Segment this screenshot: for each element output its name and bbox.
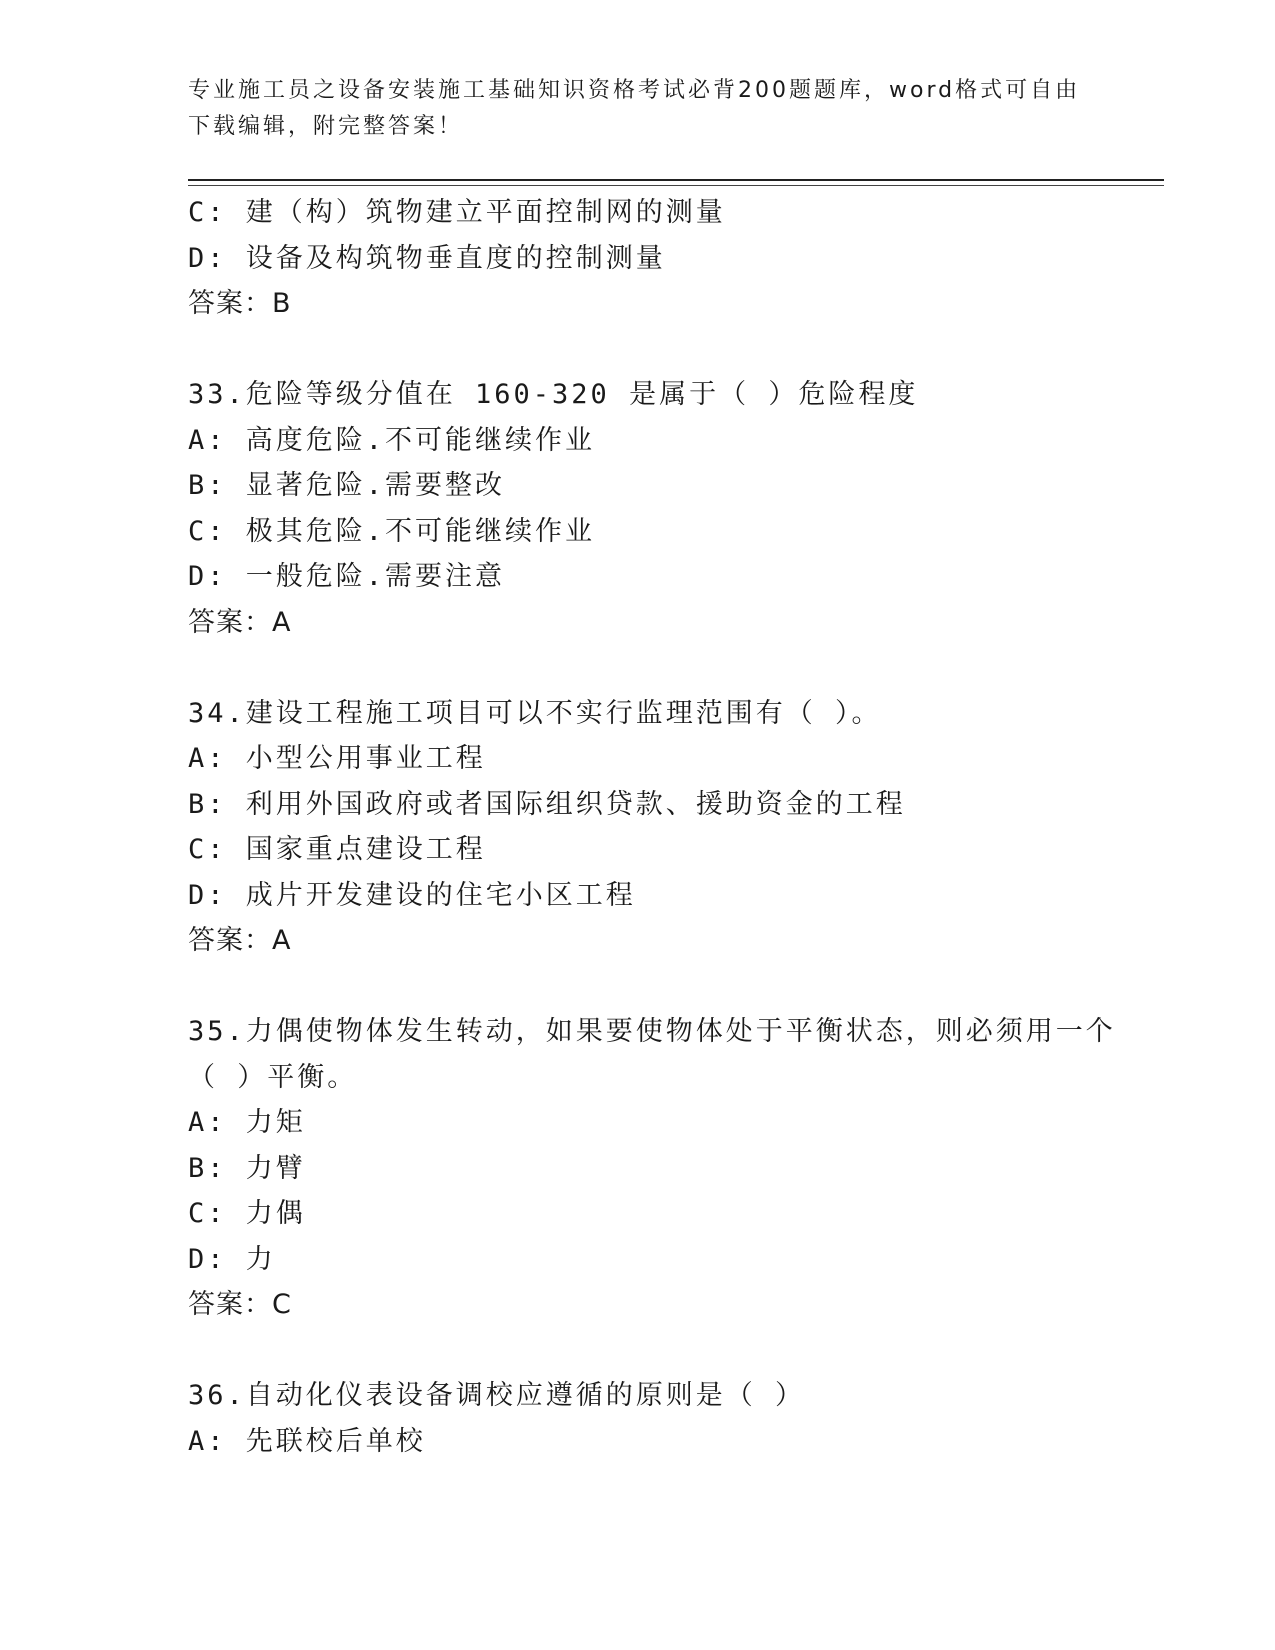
option-d: D: 设备及构筑物垂直度的控制测量 — [188, 242, 666, 274]
option-c: C: 极其危险.不可能继续作业 — [188, 515, 596, 547]
option-d: D: 一般危险.需要注意 — [188, 561, 506, 592]
question-stem: 35.力偶使物体发生转动，如果要使物体处于平衡状态，则必须用一个 — [188, 1016, 1116, 1047]
question-content — [188, 190, 1116, 1464]
option-a: A: 高度危险.不可能继续作业 — [188, 424, 596, 456]
spacer — [188, 327, 1088, 373]
option-c: C: 力偶 — [188, 1198, 306, 1229]
header-line-2: 下载编辑，附完整答案！ — [188, 114, 464, 139]
answer: 答案：B — [188, 288, 292, 319]
question-stem: 36.自动化仪表设备调校应遵循的原则是（ ） — [188, 1380, 806, 1411]
document-header — [188, 73, 1088, 145]
question-35 — [188, 1009, 1116, 1328]
option-b: B: 力臂 — [188, 1152, 306, 1184]
question-stem: 33.危险等级分值在 160-320 是属于（ ）危险程度 — [188, 379, 919, 410]
option-a: A: 先联校后单校 — [188, 1425, 426, 1457]
option-b: B: 显著危险.需要整改 — [188, 470, 506, 501]
spacer — [188, 964, 1088, 1010]
header-divider — [188, 179, 1164, 181]
spacer — [188, 1328, 1088, 1374]
option-c: C: 国家重点建设工程 — [188, 834, 486, 865]
option-b: B: 利用外国政府或者国际组织贷款、援助资金的工程 — [188, 788, 906, 820]
question-33 — [188, 372, 1088, 645]
question-34 — [188, 691, 1088, 964]
header-divider-thin — [188, 185, 1164, 186]
answer: 答案：A — [188, 606, 292, 638]
question-32-continued — [188, 190, 1088, 327]
question-stem-continued: （ ）平衡。 — [188, 1061, 358, 1093]
answer: 答案：C — [188, 1289, 292, 1320]
question-stem: 34.建设工程施工项目可以不实行监理范围有（ ）。 — [188, 697, 882, 729]
header-line-1: 专业施工员之设备安装施工基础知识资格考试必背200题题库，word格式可自由 — [188, 78, 1081, 103]
option-d: D: 成片开发建设的住宅小区工程 — [188, 879, 636, 911]
answer: 答案：A — [188, 925, 292, 956]
option-a: A: 小型公用事业工程 — [188, 743, 486, 774]
spacer — [188, 645, 1088, 691]
question-36 — [188, 1373, 1088, 1464]
option-d: D: 力 — [188, 1243, 276, 1275]
option-a: A: 力矩 — [188, 1107, 306, 1138]
option-c: C: 建（构）筑物建立平面控制网的测量 — [188, 197, 726, 228]
